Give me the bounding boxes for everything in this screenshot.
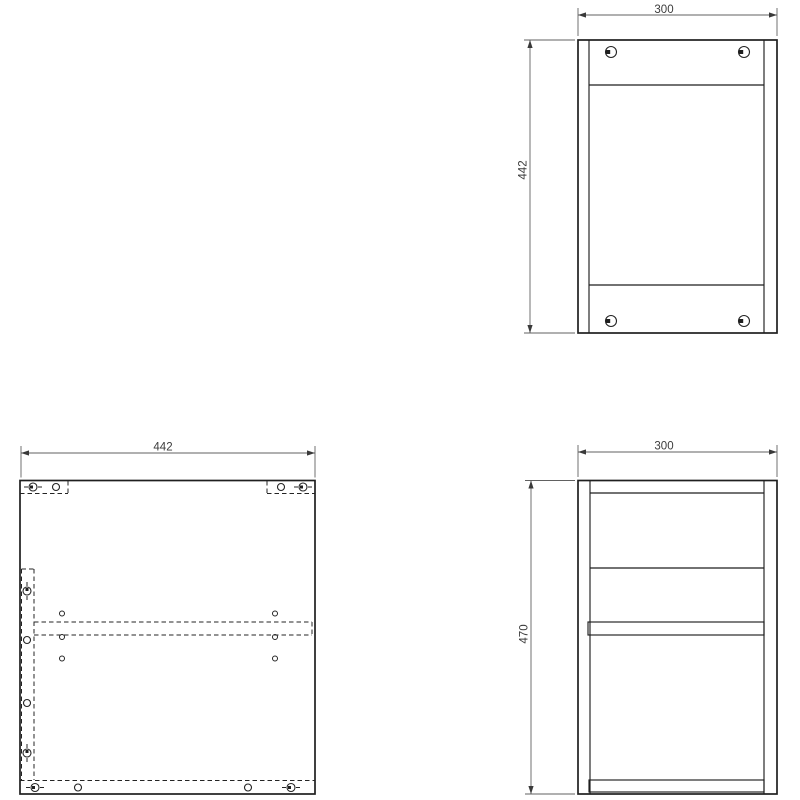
front-view-height-dimension [518, 40, 576, 333]
plan-view [20, 442, 315, 795]
arrowhead-right-icon [769, 449, 777, 454]
plan-hidden-shelf [34, 611, 312, 661]
pilot-hole-icon [75, 784, 82, 791]
side-view-height-dimension [519, 481, 576, 795]
plan-left-hidden-upright [22, 569, 35, 780]
shelf-edge-band [588, 622, 764, 635]
cam-lock-hidden-icon [294, 483, 312, 491]
front-view [518, 4, 778, 333]
front-view-width-dimension [578, 4, 777, 36]
arrowhead-up-icon [527, 40, 532, 48]
side-view [519, 441, 778, 795]
arrowhead-right-icon [307, 450, 315, 455]
pilot-hole-icon [245, 784, 252, 791]
side-width-dimension-text: 300 [654, 440, 674, 453]
side-height-dimension-text: 470 [518, 624, 531, 644]
side-view-panel [578, 481, 777, 795]
pilot-hole-icon [24, 700, 31, 707]
pilot-hole-icon [278, 484, 285, 491]
cam-lock-hidden-icon [23, 582, 31, 600]
cam-lock-hidden-icon [23, 744, 31, 762]
cam-lock-icon [739, 316, 750, 327]
arrowhead-down-icon [527, 325, 532, 333]
front-width-dimension-text: 300 [654, 3, 674, 16]
shelf-pin-hole-icon [273, 611, 278, 616]
plan-top-right-hidden-rail [267, 481, 315, 494]
shelf-pin-hole-icon [60, 656, 65, 661]
cam-lock-hidden-icon [26, 784, 44, 792]
plan-view-width-dimension [21, 442, 315, 478]
arrowhead-down-icon [528, 786, 533, 794]
shelf-pin-hole-icon [60, 635, 65, 640]
plan-top-left-hidden-rail [20, 481, 68, 494]
plan-view-panel [20, 481, 315, 795]
arrowhead-left-icon [21, 450, 29, 455]
pilot-hole-icon [24, 637, 31, 644]
cam-lock-hidden-icon [282, 784, 300, 792]
cam-lock-hidden-icon [24, 483, 42, 491]
front-view-panel [578, 40, 777, 333]
cam-lock-icon [606, 47, 617, 58]
pilot-hole-icon [53, 484, 60, 491]
side-view-width-dimension [578, 441, 777, 478]
arrowhead-left-icon [578, 12, 586, 17]
arrowhead-up-icon [528, 481, 533, 489]
cam-lock-icon [606, 316, 617, 327]
plan-bottom-hidden-rail [20, 781, 315, 792]
shelf-pin-hole-icon [273, 656, 278, 661]
cam-lock-icon [739, 47, 750, 58]
plan-width-dimension-text: 442 [153, 441, 173, 454]
arrowhead-left-icon [578, 449, 586, 454]
shelf-pin-hole-icon [60, 611, 65, 616]
front-height-dimension-text: 442 [517, 160, 530, 180]
panel-outline [578, 40, 777, 333]
arrowhead-right-icon [769, 12, 777, 17]
panel-outline [578, 481, 777, 795]
bottom-rail-band [589, 780, 764, 792]
